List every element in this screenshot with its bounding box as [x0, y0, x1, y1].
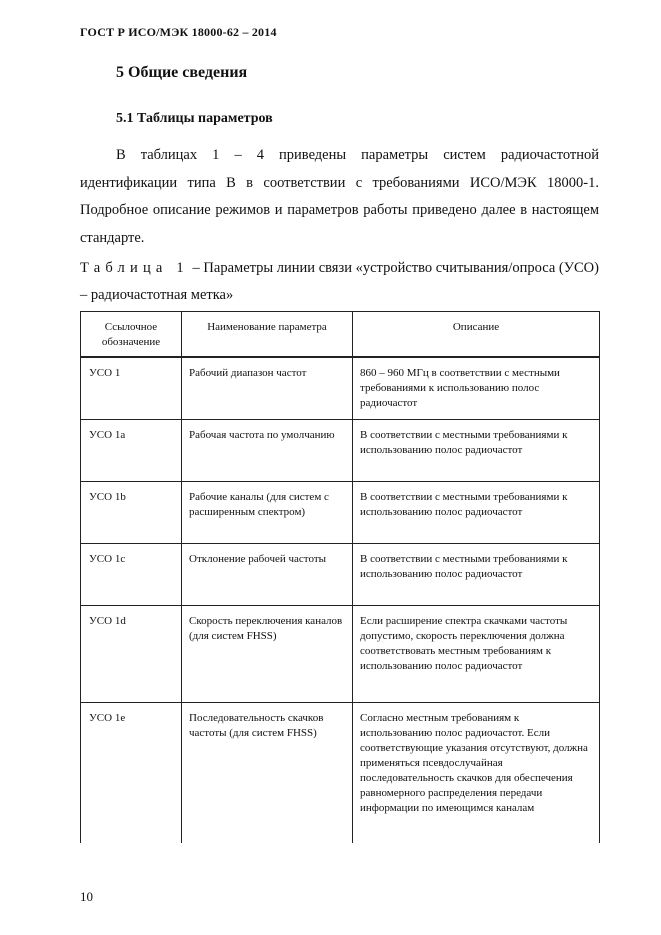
- table-caption-text: – Параметры линии связи «устройство считывания/опроса (УСО) – радиочастотная метка»: [80, 260, 599, 303]
- cell-desc: Если расширение спектра скачками частоты допустимо, скорость переключения должна соответствовать местным требованиям к использованию полос радиочастот: [353, 606, 600, 703]
- table-row: [81, 482, 600, 544]
- section-title: 5 Общие сведения: [116, 64, 248, 81]
- table-row: [81, 606, 600, 703]
- cell-desc: 860 – 960 МГц в соответствии с местными требованиями к использованию полос радиочастот: [353, 357, 600, 420]
- table-caption: [80, 255, 599, 309]
- cell-ref: УСО 1d: [81, 606, 182, 703]
- cell-name: Отклонение рабочей частоты: [182, 544, 353, 606]
- cell-name: Рабочие каналы (для систем с расширенным спектром): [182, 482, 353, 544]
- cell-ref: УСО 1: [81, 357, 182, 420]
- cell-name: Рабочая частота по умолчанию: [182, 420, 353, 482]
- header-name: Наименование параметра: [182, 312, 353, 358]
- parameters-table: [80, 311, 600, 843]
- cell-ref: УСО 1а: [81, 420, 182, 482]
- intro-paragraph: В таблицах 1 – 4 приведены параметры систем радиочастотной идентификации типа В в соответствии с требованиями ИСО/МЭК 18000-1. Подробное описание режимов и параметров работы приведено далее в настоящем стандарте.: [80, 147, 599, 246]
- cell-ref: УСО 1b: [81, 482, 182, 544]
- cell-desc: В соответствии с местными требованиями к использованию полос радиочастот: [353, 482, 600, 544]
- table-row: [81, 357, 600, 420]
- cell-desc: Согласно местным требованиям к использованию полос радиочастот. Если соответствующие указания отсутствуют, должна применяться псевдослучайная последовательность скачков для обеспечения равномерного распределения передачи информации по имеющимся каналам: [353, 703, 600, 843]
- document-header: ГОСТ Р ИСО/МЭК 18000-62 – 2014: [80, 25, 277, 39]
- subsection-title: 5.1 Таблицы параметров: [116, 111, 273, 126]
- cell-ref: УСО 1с: [81, 544, 182, 606]
- table-caption-label: Таблица 1: [80, 260, 189, 276]
- cell-desc: В соответствии с местными требованиями к использованию полос радиочастот: [353, 544, 600, 606]
- header-desc: Описание: [353, 312, 600, 358]
- cell-name: Рабочий диапазон частот: [182, 357, 353, 420]
- cell-name: Последовательность скачков частоты (для систем FHSS): [182, 703, 353, 843]
- page-number: 10: [80, 889, 93, 904]
- table-row: [81, 544, 600, 606]
- table-row: [81, 703, 600, 843]
- table-header-row: [81, 312, 600, 358]
- cell-ref: УСО 1е: [81, 703, 182, 843]
- table-row: [81, 420, 600, 482]
- cell-desc: В соответствии с местными требованиями к использованию полос радиочастот: [353, 420, 600, 482]
- cell-name: Скорость переключения каналов (для систем FHSS): [182, 606, 353, 703]
- header-ref: Ссылочное обозначение: [81, 312, 182, 358]
